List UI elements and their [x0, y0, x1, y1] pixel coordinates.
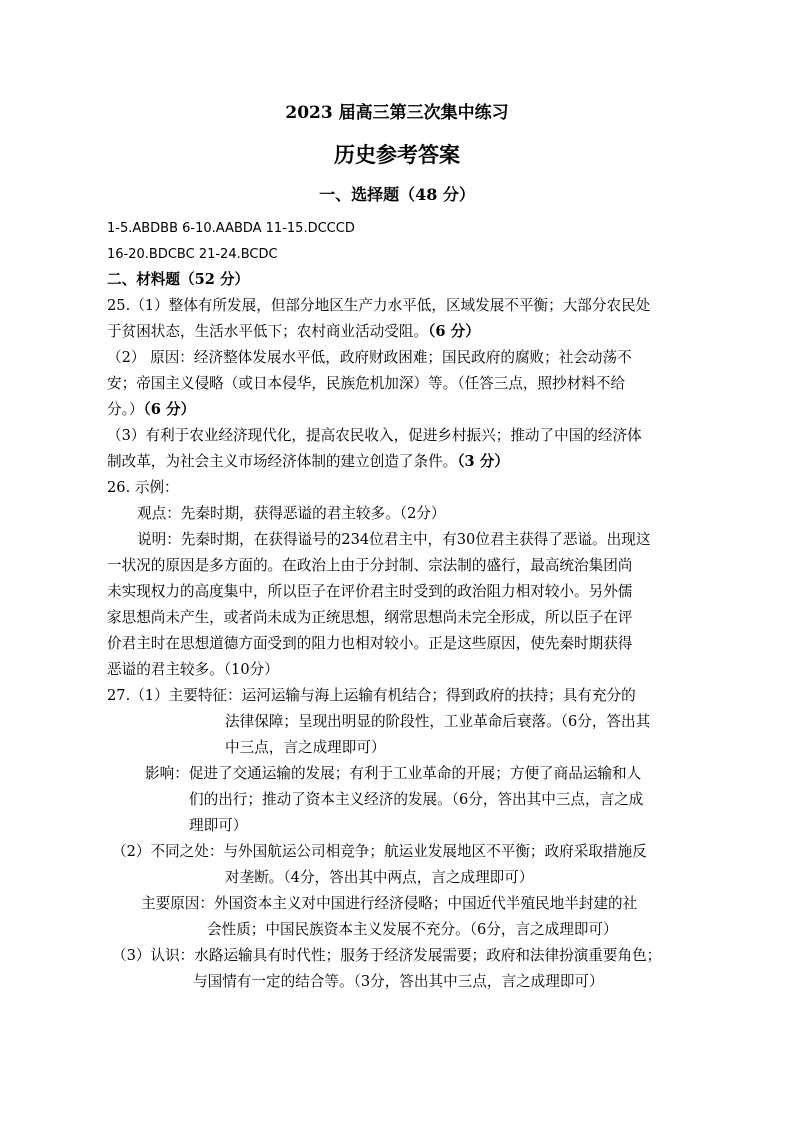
q25-part2-score: （6 分） — [143, 401, 196, 418]
page-title: 历史参考答案 — [334, 142, 460, 167]
q27-impact-line3: 理即可） — [189, 817, 248, 834]
q25-part1-score: （6 分） — [428, 323, 480, 340]
section-heading-choice: 一、选择题（48 分） — [319, 185, 475, 204]
q26-explanation-line2: 一状况的原因是多方面的。在政治上由于分封制、宗法制的盛行，最高统治集团尚 — [107, 557, 633, 574]
choice-answers-row-2: 16-20.BDCBC 21-24.BCDC — [107, 247, 278, 262]
q27-impact-line2: 们的出行；推动了资本主义经济的发展。（6分，答出其中三点，言之成 — [189, 791, 644, 808]
q26-explanation-line5: 价君主时在思想道德方面受到的阻力也相对较小。正是这些原因，使先秦时期获得 — [107, 635, 633, 652]
q26-explanation-line3: 未实现权力的高度集中，所以臣子在评价君主时受到的政治阻力相对较小。另外儒 — [107, 583, 633, 600]
q27-cause-line1: 主要原因：外国资本主义对中国进行经济侵略；中国近代半殖民地半封建的社 — [141, 895, 638, 912]
q25-part2-line2: 安；帝国主义侵略（或日本侵华，民族危机加深）等。（任答三点，照抄材料不给 — [107, 375, 626, 392]
choice-answers-row-1: 1-5.ABDBB 6-10.AABDA 11-15.DCCCD — [107, 221, 355, 236]
section-heading-material: 二、材料题（52 分） — [107, 271, 250, 288]
q25-part3-score: （3 分） — [457, 453, 509, 470]
q25-part2-line1: （2） 原因：经济整体发展水平低，政府财政困难；国民政府的腐败；社会动荡不 — [107, 349, 632, 366]
q25-part1-line2: 于贫困状态，生活水平低下；农村商业活动受阻。（6 分） — [107, 323, 480, 340]
q27-part1-line3: 中三点，言之成理即可） — [225, 739, 386, 756]
q25-part3-line2: 制改革，为社会主义市场经济体制的建立创造了条件。（3 分） — [107, 453, 509, 470]
q26-explanation-line1: 说明：先秦时期，在获得谥号的234位君主中，有30位君主获得了恶谥。出现这 — [137, 531, 651, 548]
q27-part1-line2: 法律保障；呈现出明显的阶段性，工业革命后衰落。（6分，答出其 — [225, 713, 651, 730]
q26-heading: 26. 示例： — [107, 479, 179, 496]
q27-part2-line2: 对垄断。（4分，答出其中两点，言之成理即可） — [225, 869, 534, 886]
q27-part3-line1: （3）认识：水路运输具有时代性；服务于经济发展需要；政府和法律扮演重要角色； — [112, 947, 662, 964]
q25-part2-line3: 分。）（6 分） — [107, 401, 196, 418]
q25-part1-line1: 25.（1）整体有所发展，但部分地区生产力水平低，区域发展不平衡；大部分农民处 — [107, 297, 651, 314]
q26-explanation-line6: 恶谥的君主较多。（10分） — [107, 661, 279, 678]
q27-impact-line1: 影响：促进了交通运输的发展；有利于工业革命的开展；方便了商品运输和人 — [145, 765, 642, 782]
q26-explanation-line4: 家思想尚未产生，或者尚未成为正统思想，纲常思想尚未完全形成，所以臣子在评 — [107, 609, 633, 626]
q27-part1-line1: 27.（1）主要特征：运河运输与海上运输有机结合；得到政府的扶持；具有充分的 — [107, 687, 636, 704]
exam-title: 2023 届高三第三次集中练习 — [285, 103, 509, 123]
q26-viewpoint: 观点：先秦时期，获得恶谥的君主较多。（2分） — [137, 505, 446, 522]
q25-part3-line1: （3）有利于农业经济现代化，提高农民收入，促进乡村振兴；推动了中国的经济体 — [107, 427, 642, 444]
q27-cause-line2: 会性质；中国民族资本主义发展不充分。（6分，言之成理即可） — [207, 921, 618, 938]
q27-part2-line1: （2）不同之处：与外国航运公司相竞争；航运业发展地区不平衡；政府采取措施反 — [112, 843, 647, 860]
q27-part3-line2: 与国情有一定的结合等。（3分，答出其中三点，言之成理即可） — [193, 973, 604, 990]
